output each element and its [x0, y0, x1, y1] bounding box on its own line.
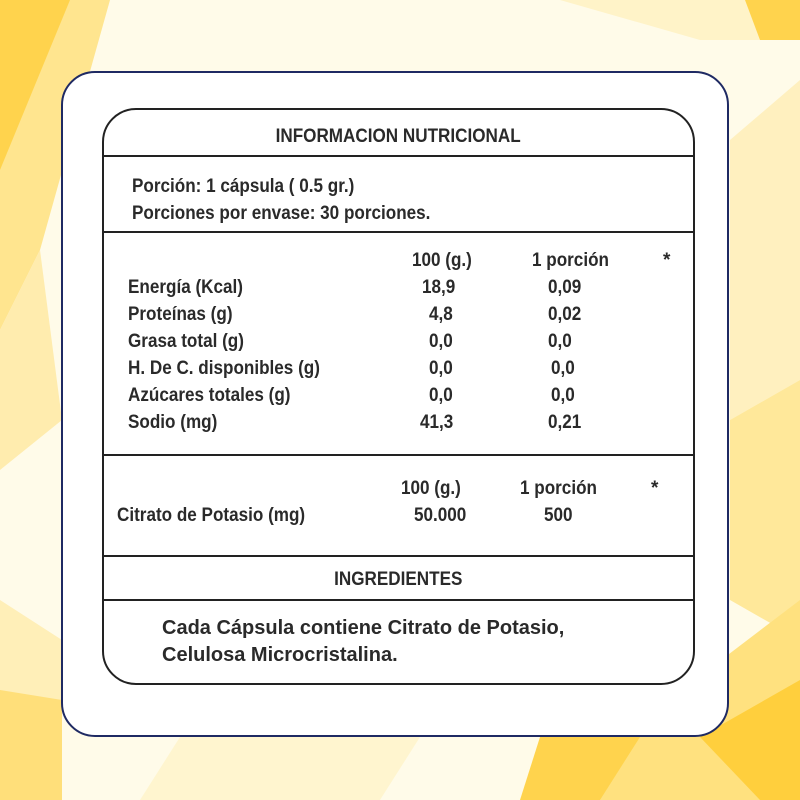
nutrition-label [102, 108, 695, 685]
ingredients-line-1: Cada Cápsula contiene Citrato de Potasio, [162, 617, 565, 639]
separator [104, 555, 693, 557]
servings-per-container: Porciones por envase: 30 porciones. [132, 203, 431, 224]
nutrient-name: Azúcares totales (g) [128, 385, 291, 406]
nutrient-per-portion: 0,21 [548, 412, 582, 433]
col-header-portion: 1 porción [520, 478, 597, 499]
nutrient-per-portion: 0,02 [548, 304, 582, 325]
ingredients-title: INGREDIENTES [334, 569, 463, 590]
ingredients-line-2: Celulosa Microcristalina. [162, 644, 398, 666]
active-per100: 50.000 [414, 505, 467, 526]
nutrient-per100: 0,0 [429, 358, 453, 379]
separator [104, 599, 693, 601]
active-per-portion: 500 [544, 505, 573, 526]
nutrient-per-portion: 0,0 [548, 331, 572, 352]
col-header-asterisk: * [651, 478, 659, 499]
separator [104, 231, 693, 233]
col-header-asterisk: * [663, 250, 671, 271]
nutrient-per100: 0,0 [429, 331, 453, 352]
nutrient-per100: 41,3 [420, 412, 454, 433]
nutrient-name: Sodio (mg) [128, 412, 218, 433]
nutrient-name: H. De C. disponibles (g) [128, 358, 320, 379]
nutrient-per-portion: 0,09 [548, 277, 582, 298]
nutrient-per-portion: 0,0 [551, 358, 575, 379]
separator [104, 454, 693, 456]
col-header-100g: 100 (g.) [401, 478, 461, 499]
nutrient-name: Energía (Kcal) [128, 277, 243, 298]
nutrient-per100: 4,8 [429, 304, 453, 325]
nutrient-per-portion: 0,0 [551, 385, 575, 406]
separator [104, 155, 693, 157]
label-title: INFORMACION NUTRICIONAL [275, 126, 522, 147]
nutrient-name: Grasa total (g) [128, 331, 244, 352]
active-name: Citrato de Potasio (mg) [117, 505, 306, 526]
serving-portion: Porción: 1 cápsula ( 0.5 gr.) [132, 176, 355, 197]
nutrient-name: Proteínas (g) [128, 304, 233, 325]
col-header-portion: 1 porción [532, 250, 609, 271]
col-header-100g: 100 (g.) [412, 250, 472, 271]
nutrient-per100: 0,0 [429, 385, 453, 406]
nutrient-per100: 18,9 [422, 277, 456, 298]
